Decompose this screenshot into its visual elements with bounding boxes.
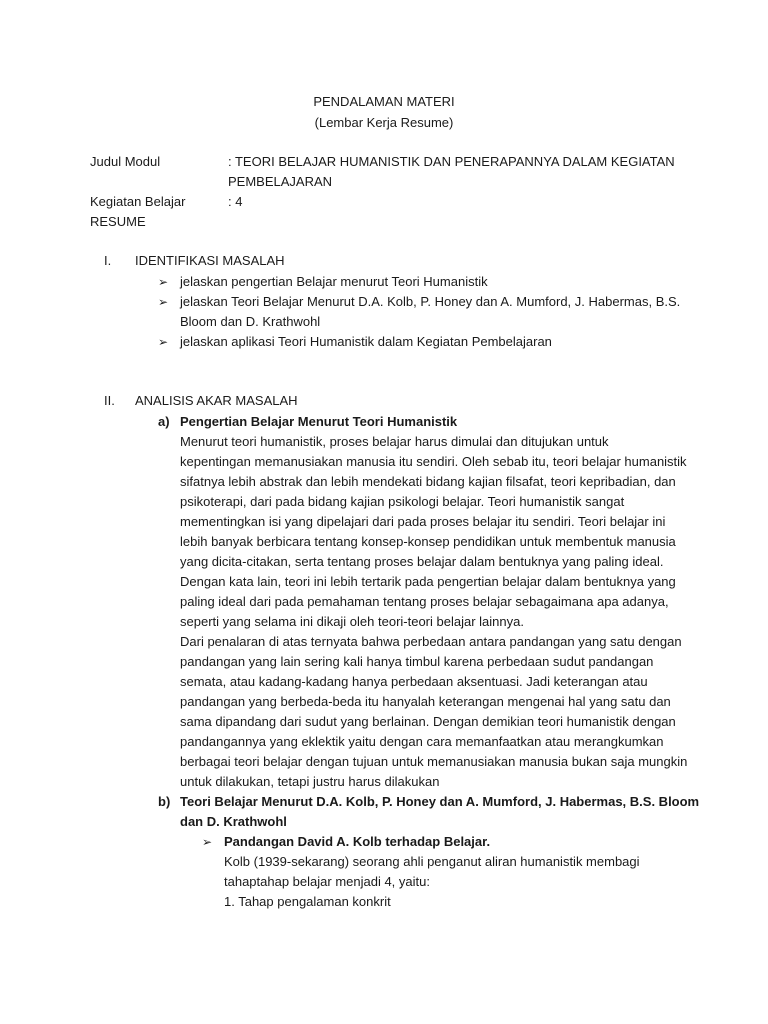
paragraph-line: psikoterapi, dari pada bidang kajian psikologi belajar. Teori humanistik sangat	[180, 494, 625, 509]
arrow-bullet-icon: ➢	[202, 835, 213, 849]
judul-modul-label: Judul Modul	[90, 154, 161, 169]
kegiatan-belajar-row	[90, 192, 690, 212]
bullet-list	[158, 272, 704, 352]
paragraph-line: pandangan yang berbeda-beda itu hanyalah keterangan mengenai hal yang satu dan	[180, 694, 671, 709]
kolb-title: Pandangan David A. Kolb terhadap Belajar.	[224, 834, 491, 849]
section-title: ANALISIS AKAR MASALAH	[135, 393, 298, 408]
judul-modul-value-line: PEMBELAJARAN	[228, 174, 333, 189]
arrow-bullet-icon: ➢	[158, 295, 169, 309]
subsection-letter: a)	[158, 414, 170, 429]
subsection-b	[104, 792, 700, 832]
paragraph-line: mementingkan isi yang dipelajari dari pada proses belajar itu sendiri. Teori belajar ini	[180, 514, 666, 529]
list-item	[158, 292, 704, 332]
section-heading	[104, 391, 700, 412]
paragraph-line: untuk dilakukan, tetapi justru harus dilakukan	[180, 774, 440, 789]
paragraph-line: Menurut teori humanistik, proses belajar harus dimulai dan ditujukan untuk	[180, 434, 609, 449]
subsection-a-body	[180, 432, 700, 792]
paragraph-line: pandangannya yang eklektik yaitu dengan cara memanfaatkan atau merangkumkan	[180, 734, 664, 749]
section-title: IDENTIFIKASI MASALAH	[135, 253, 285, 268]
judul-modul-value-line: : TEORI BELAJAR HUMANISTIK DAN PENERAPANNYA DALAM KEGIATAN	[228, 154, 675, 169]
subsection-a	[104, 412, 700, 432]
judul-modul-value	[228, 152, 690, 192]
kolb-text-line: tahaptahap belajar menjadi 4, yaitu:	[224, 874, 430, 889]
section-heading	[104, 251, 704, 272]
paragraph-line: paling ideal dari pada pemahaman tentang proses belajar sebagaimana apa adanya,	[180, 594, 669, 609]
list-item	[158, 272, 704, 292]
paragraph-line: kepentingan memanusiakan manusia itu sendiri. Oleh sebab itu, teori belajar humanistik	[180, 454, 687, 469]
subsection-title: Pengertian Belajar Menurut Teori Humanistik	[180, 414, 458, 429]
document-header	[0, 92, 768, 134]
paragraph-line: berbagai teori belajar dengan tujuan untuk memanusiakan manusia bukan saja mungkin	[180, 754, 688, 769]
kolb-text-line: Kolb (1939-sekarang) seorang ahli penganut aliran humanistik membagi	[224, 854, 640, 869]
kolb-text-line: 1. Tahap pengalaman konkrit	[224, 894, 391, 909]
kegiatan-belajar-value: : 4	[228, 194, 243, 209]
module-info	[90, 152, 690, 232]
resume-label: RESUME	[90, 214, 146, 229]
paragraph-line: Dari penalaran di atas ternyata bahwa perbedaan antara pandangan yang satu dengan	[180, 634, 682, 649]
section-identifikasi-masalah	[104, 251, 704, 352]
paragraph-line: Dengan kata lain, teori ini lebih tertarik pada pengertian belajar dalam bentuknya yang	[180, 574, 676, 589]
arrow-bullet-icon: ➢	[158, 335, 169, 349]
section-analisis-akar-masalah	[104, 391, 700, 912]
paragraph-line: yang dicita-citakan, serta tentang proses belajar dalam bentuknya yang paling ideal.	[180, 554, 664, 569]
page-title: PENDALAMAN MATERI	[313, 94, 455, 109]
paragraph-line: seperti yang selama ini dikaji oleh teori-teori belajar lainnya.	[180, 614, 524, 629]
resume-row	[90, 212, 690, 232]
kolb-item	[202, 832, 700, 912]
kegiatan-belajar-label: Kegiatan Belajar	[90, 194, 186, 209]
list-item-text: Bloom dan D. Krathwohl	[180, 314, 321, 329]
section-numeral: I.	[104, 253, 112, 268]
subsection-letter: b)	[158, 794, 171, 809]
list-item-text: jelaskan pengertian Belajar menurut Teori Humanistik	[180, 274, 488, 289]
paragraph-line: pandangan yang lain sering kali hanya timbul karena perbedaan sudut pandangan	[180, 654, 654, 669]
list-item-text: jelaskan aplikasi Teori Humanistik dalam Kegiatan Pembelajaran	[180, 334, 552, 349]
arrow-bullet-icon: ➢	[158, 275, 169, 289]
paragraph-line: sifatnya lebih abstrak dan lebih mendekati bidang kajian filsafat, teori kepribadian, dan	[180, 474, 676, 489]
list-item-text: jelaskan Teori Belajar Menurut D.A. Kolb, P. Honey dan A. Mumford, J. Habermas, B.S.	[180, 294, 681, 309]
subsection-title: Teori Belajar Menurut D.A. Kolb, P. Honey dan A. Mumford, J. Habermas, B.S. Bloom	[180, 794, 700, 809]
judul-modul-row	[90, 152, 690, 192]
list-item	[158, 332, 704, 352]
paragraph-line: sama dipandang dari sudut yang berlainan. Dengan demikian teori humanistik dengan	[180, 714, 676, 729]
section-numeral: II.	[104, 393, 115, 408]
subsection-title: dan D. Krathwohl	[180, 814, 287, 829]
paragraph-line: lebih banyak berbicara tentang konsep-konsep pendidikan untuk membentuk manusia	[180, 534, 676, 549]
page-subtitle: (Lembar Kerja Resume)	[314, 115, 454, 130]
paragraph-line: semata, atau kadang-kadang hanya perbedaan aksentuasi. Jadi keterangan atau	[180, 674, 648, 689]
